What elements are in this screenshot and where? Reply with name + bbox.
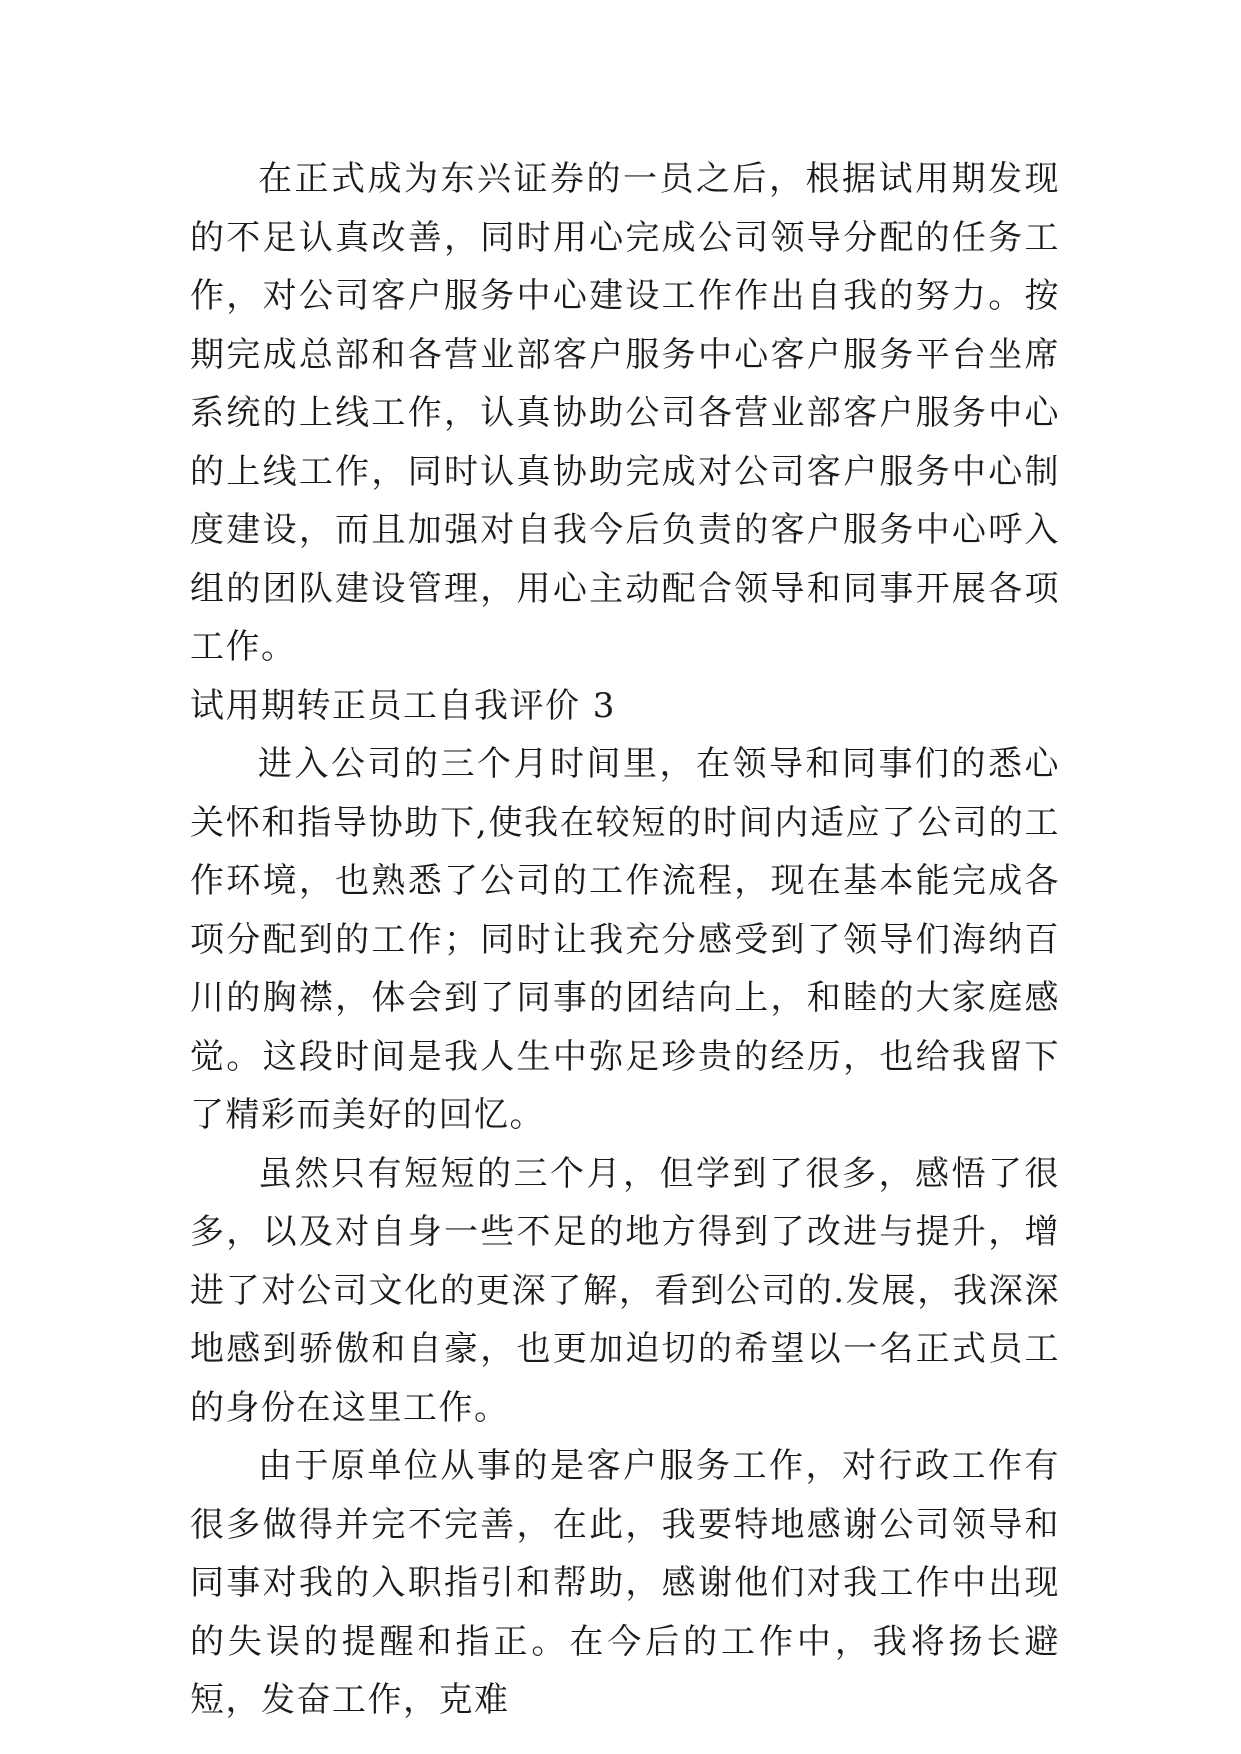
document-body: [190, 150, 1060, 1730]
paragraph-3: 虽然只有短短的三个月，但学到了很多，感悟了很多，以及对自身一些不足的地方得到了改进与提升，增进了对公司文化的更深了解，看到公司的.发展，我深深地感到骄傲和自豪，也更加迫切的希望以一名正式员工的身份在这里工作。: [190, 1153, 1060, 1428]
paragraph-2: 进入公司的三个月时间里，在领导和同事们的悉心关怀和指导协助下,使我在较短的时间内适应了公司的工作环境，也熟悉了公司的工作流程，现在基本能完成各项分配到的工作；同时让我充分感受到了领导们海纳百川的胸襟，体会到了同事的团结向上，和睦的大家庭感觉。这段时间是我人生中弥足珍贵的经历，也给我留下了精彩而美好的回忆。: [190, 744, 1060, 1135]
paragraph-1: 在正式成为东兴证券的一员之后，根据试用期发现的不足认真改善，同时用心完成公司领导分配的任务工作，对公司客户服务中心建设工作作出自我的努力。按期完成总部和各营业部客户服务中心客户服务平台坐席系统的上线工作，认真协助公司各营业部客户服务中心的上线工作，同时认真协助完成对公司客户服务中心制度建设，而且加强对自我今后负责的客户服务中心呼入组的团队建设管理，用心主动配合领导和同事开展各项工作。: [190, 159, 1060, 667]
paragraph-4: 由于原单位从事的是客户服务工作，对行政工作有很多做得并完不完善，在此，我要特地感谢公司领导和同事对我的入职指引和帮助，感谢他们对我工作中出现的失误的提醒和指正。在今后的工作中，我将扬长避短，发奋工作，克难: [190, 1446, 1060, 1720]
section-heading: 试用期转正员工自我评价 3: [190, 685, 616, 726]
